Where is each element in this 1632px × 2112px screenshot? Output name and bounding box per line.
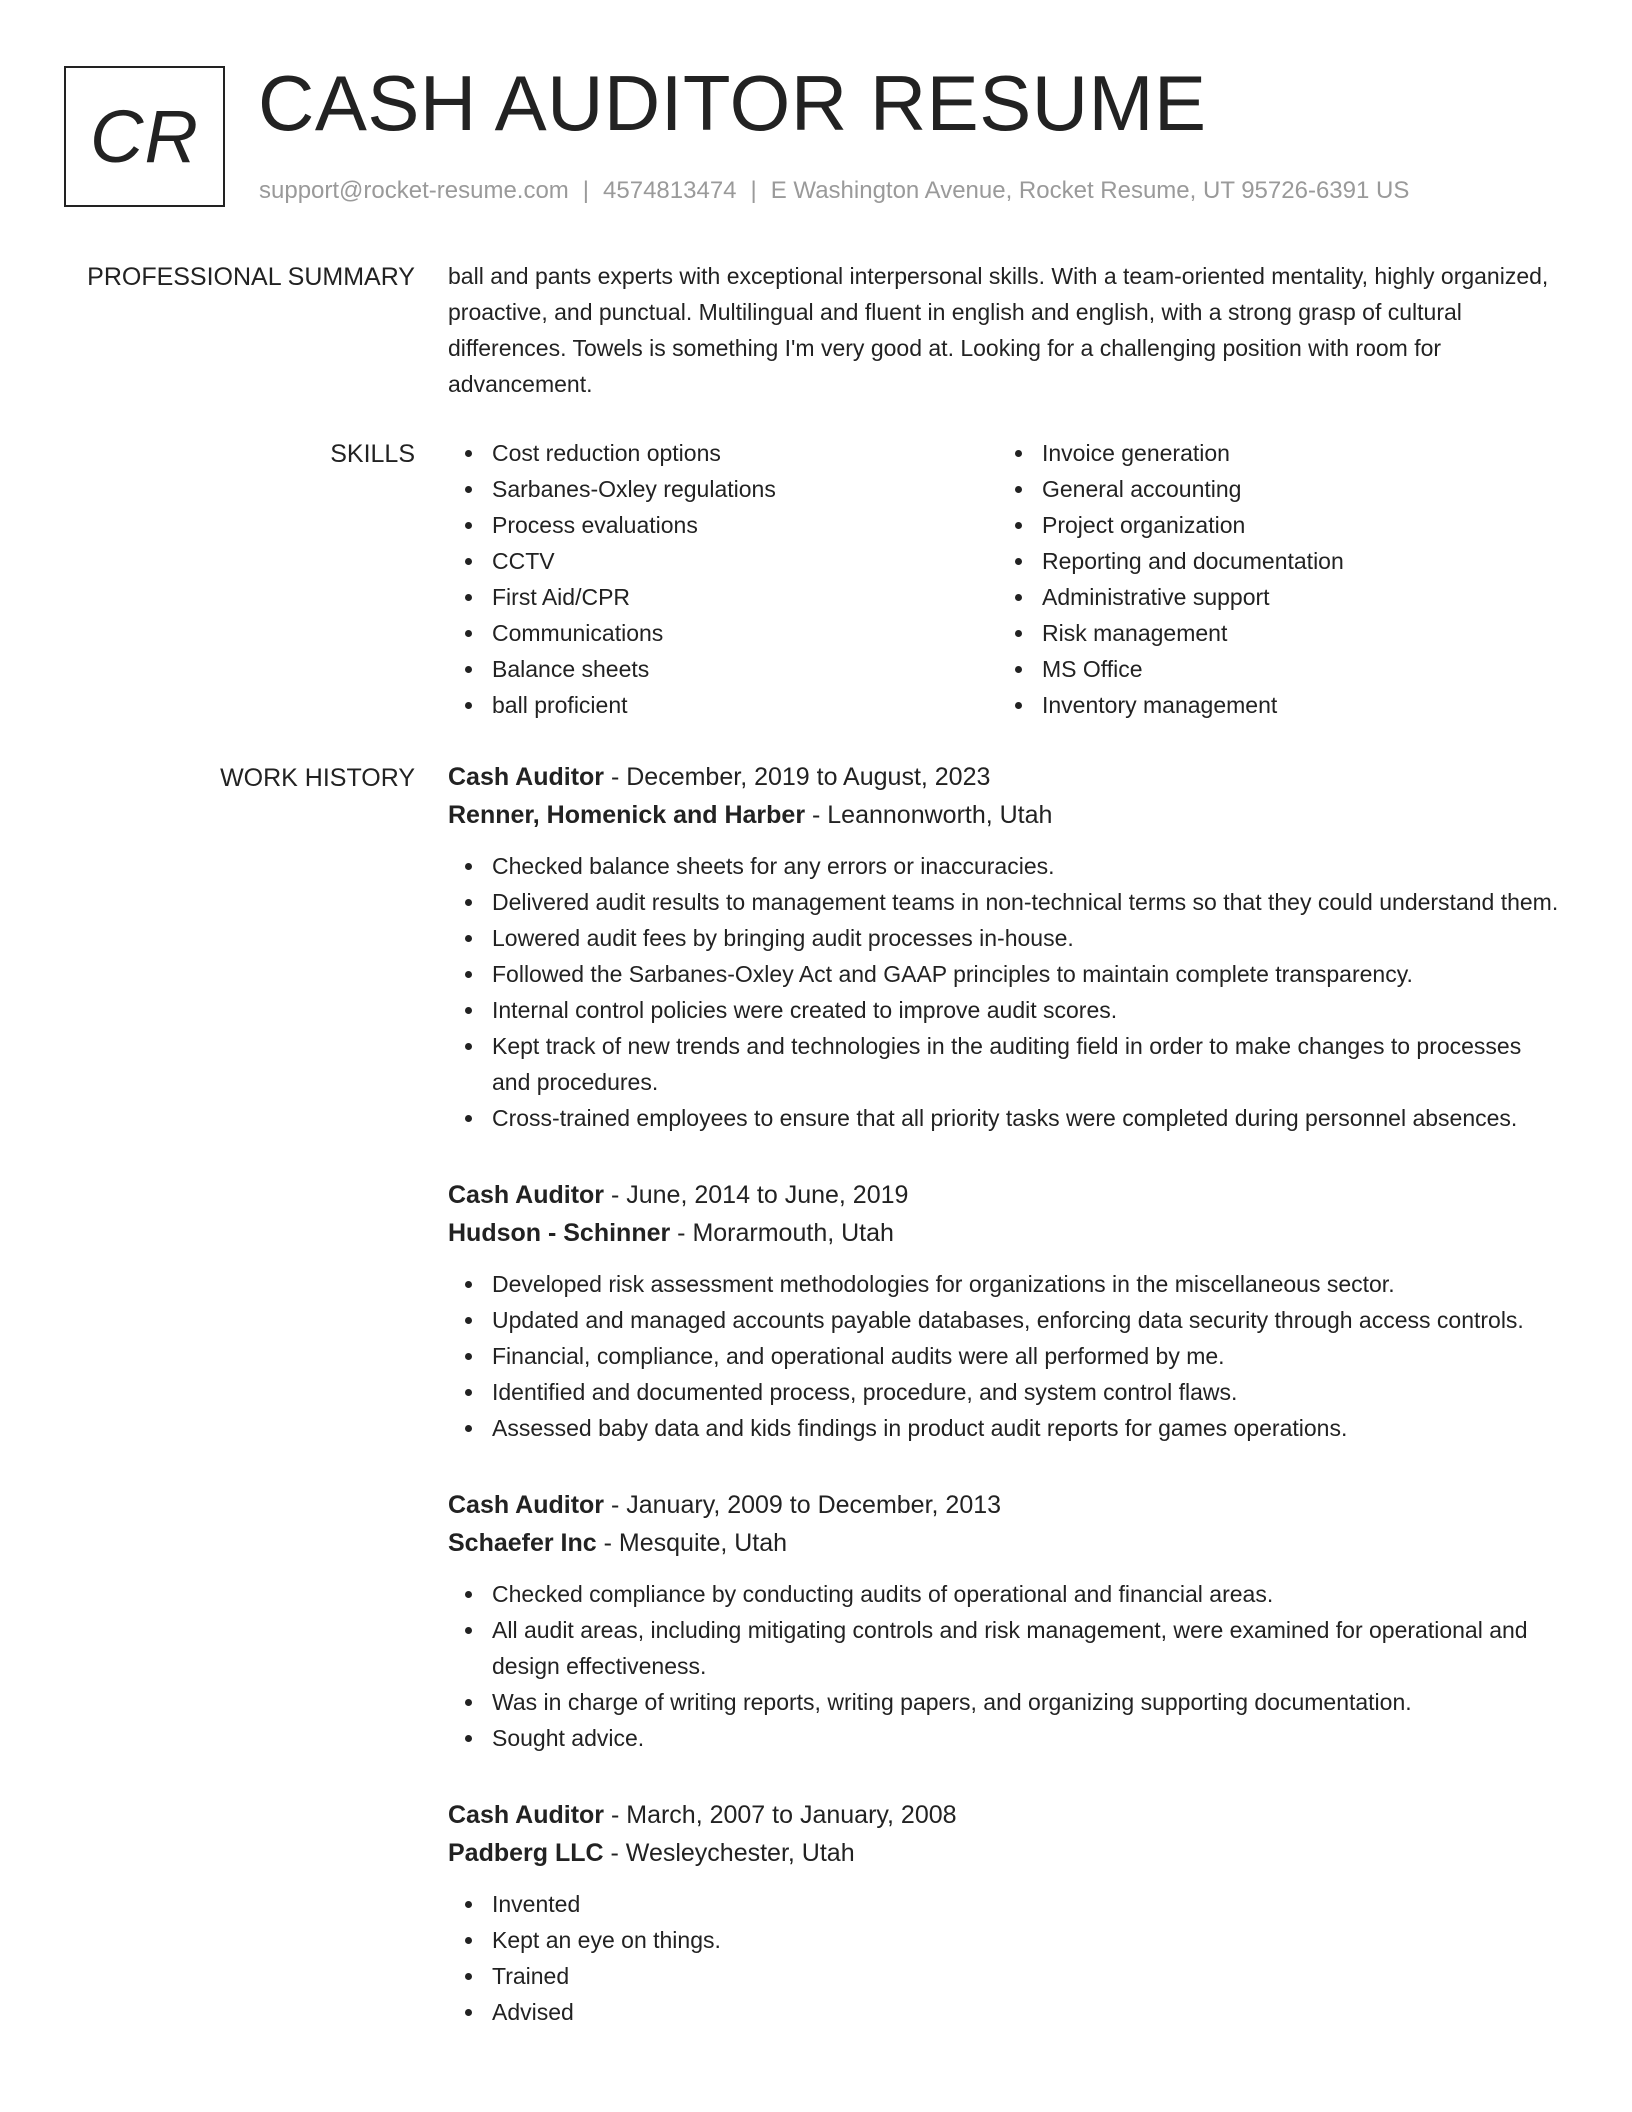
skill-item: MS Office [998, 651, 1548, 687]
job-title: Cash Auditor [448, 1181, 605, 1209]
contact-line [259, 176, 1409, 206]
job-location: - Leannonworth, Utah [805, 801, 1053, 829]
job-bullet: Delivered audit results to management teams in non-technical terms so that they could understand them. [448, 884, 1560, 920]
job-title: Cash Auditor [448, 1801, 605, 1829]
job-company-line [448, 1214, 1560, 1252]
job-title: Cash Auditor [448, 1491, 605, 1519]
job-title-line [448, 1796, 1560, 1834]
work-body [448, 758, 1560, 2070]
skill-item: CCTV [448, 543, 998, 579]
job-company-line [448, 796, 1560, 834]
skill-item: Reporting and documentation [998, 543, 1548, 579]
job-title-line [448, 1176, 1560, 1214]
job-company: Schaefer Inc [448, 1529, 597, 1557]
job-bullet: Sought advice. [448, 1720, 1560, 1756]
skill-item: Communications [448, 615, 998, 651]
job-title-line [448, 1486, 1560, 1524]
skill-item: Invoice generation [998, 435, 1548, 471]
skill-item: Balance sheets [448, 651, 998, 687]
skill-item: ball proficient [448, 687, 998, 723]
skill-item: First Aid/CPR [448, 579, 998, 615]
summary-text: ball and pants experts with exceptional interpersonal skills. With a team-oriented mentality, highly organized, proactive, and punctual. Multilingual and fluent in english and english, with a strong grasp of cultural differences. Towels is something I'm very good at. Looking for a challenging position with room for advancement. [448, 263, 1549, 397]
skills-body [448, 435, 1560, 723]
skills-list-left [448, 435, 998, 723]
contact-separator: | [750, 177, 757, 204]
skill-item: Process evaluations [448, 507, 998, 543]
job-bullet: Kept track of new trends and technologies in the auditing field in order to make changes to processes and procedures. [448, 1028, 1560, 1100]
job-bullet: Updated and managed accounts payable databases, enforcing data security through access controls. [448, 1302, 1560, 1338]
job-bullet: Internal control policies were created to improve audit scores. [448, 992, 1560, 1028]
job-bullet: Kept an eye on things. [448, 1922, 1560, 1958]
job-company: Renner, Homenick and Harber [448, 801, 806, 829]
skills-heading: SKILLS [330, 440, 415, 468]
job-entry [448, 758, 1560, 1136]
contact-separator: | [582, 177, 590, 204]
job-title: Cash Auditor [448, 763, 605, 791]
contact-email: support@rocket-resume.com [259, 177, 569, 204]
job-bullet: All audit areas, including mitigating controls and risk management, were examined for operational and design effectiveness. [448, 1612, 1560, 1684]
job-entry [448, 1796, 1560, 2030]
job-company: Padberg LLC [448, 1839, 604, 1867]
page-title: CASH AUDITOR RESUME [258, 59, 1207, 147]
job-bullet: Assessed baby data and kids findings in product audit reports for games operations. [448, 1410, 1560, 1446]
monogram-box [64, 66, 225, 207]
job-bullet: Developed risk assessment methodologies for organizations in the miscellaneous sector. [448, 1266, 1560, 1302]
job-location: - Wesleychester, Utah [603, 1839, 855, 1867]
job-bullet: Was in charge of writing reports, writing papers, and organizing supporting documentation. [448, 1684, 1560, 1720]
job-dates: - December, 2019 to August, 2023 [604, 763, 991, 791]
job-bullets [448, 1576, 1560, 1756]
skill-item: Project organization [998, 507, 1548, 543]
job-title-line [448, 758, 1560, 796]
skill-item: Inventory management [998, 687, 1548, 723]
job-bullets [448, 1886, 1560, 2030]
work-heading: WORK HISTORY [220, 764, 415, 792]
job-bullet: Checked balance sheets for any errors or inaccuracies. [448, 848, 1560, 884]
job-bullet: Identified and documented process, procedure, and system control flaws. [448, 1374, 1560, 1410]
monogram-initials: CR [90, 95, 199, 178]
job-bullet: Trained [448, 1958, 1560, 1994]
skill-item: General accounting [998, 471, 1548, 507]
job-dates: - June, 2014 to June, 2019 [604, 1181, 909, 1209]
job-dates: - March, 2007 to January, 2008 [604, 1801, 957, 1829]
job-bullet: Checked compliance by conducting audits of operational and financial areas. [448, 1576, 1560, 1612]
job-bullet: Followed the Sarbanes-Oxley Act and GAAP principles to maintain complete transparency. [448, 956, 1560, 992]
job-entry [448, 1486, 1560, 1756]
job-bullet: Cross-trained employees to ensure that all priority tasks were completed during personnel absences. [448, 1100, 1560, 1136]
job-company: Hudson - Schinner [448, 1219, 671, 1247]
job-dates: - January, 2009 to December, 2013 [604, 1491, 1002, 1519]
job-bullet: Invented [448, 1886, 1560, 1922]
contact-phone: 4574813474 [603, 177, 737, 204]
job-bullet: Financial, compliance, and operational audits were all performed by me. [448, 1338, 1560, 1374]
job-company-line [448, 1834, 1560, 1872]
contact-address: E Washington Avenue, Rocket Resume, UT 95726-6391 US [770, 177, 1410, 204]
job-bullet: Advised [448, 1994, 1560, 2030]
job-bullets [448, 848, 1560, 1136]
skill-item: Administrative support [998, 579, 1548, 615]
skills-list-right [998, 435, 1548, 723]
job-entry [448, 1176, 1560, 1446]
job-location: - Mesquite, Utah [596, 1529, 788, 1557]
job-location: - Morarmouth, Utah [670, 1219, 894, 1247]
skill-item: Risk management [998, 615, 1548, 651]
summary-body [448, 258, 1560, 402]
skill-item: Cost reduction options [448, 435, 998, 471]
job-company-line [448, 1524, 1560, 1562]
job-bullet: Lowered audit fees by bringing audit processes in-house. [448, 920, 1560, 956]
job-bullets [448, 1266, 1560, 1446]
summary-heading: PROFESSIONAL SUMMARY [87, 263, 415, 291]
skill-item: Sarbanes-Oxley regulations [448, 471, 998, 507]
